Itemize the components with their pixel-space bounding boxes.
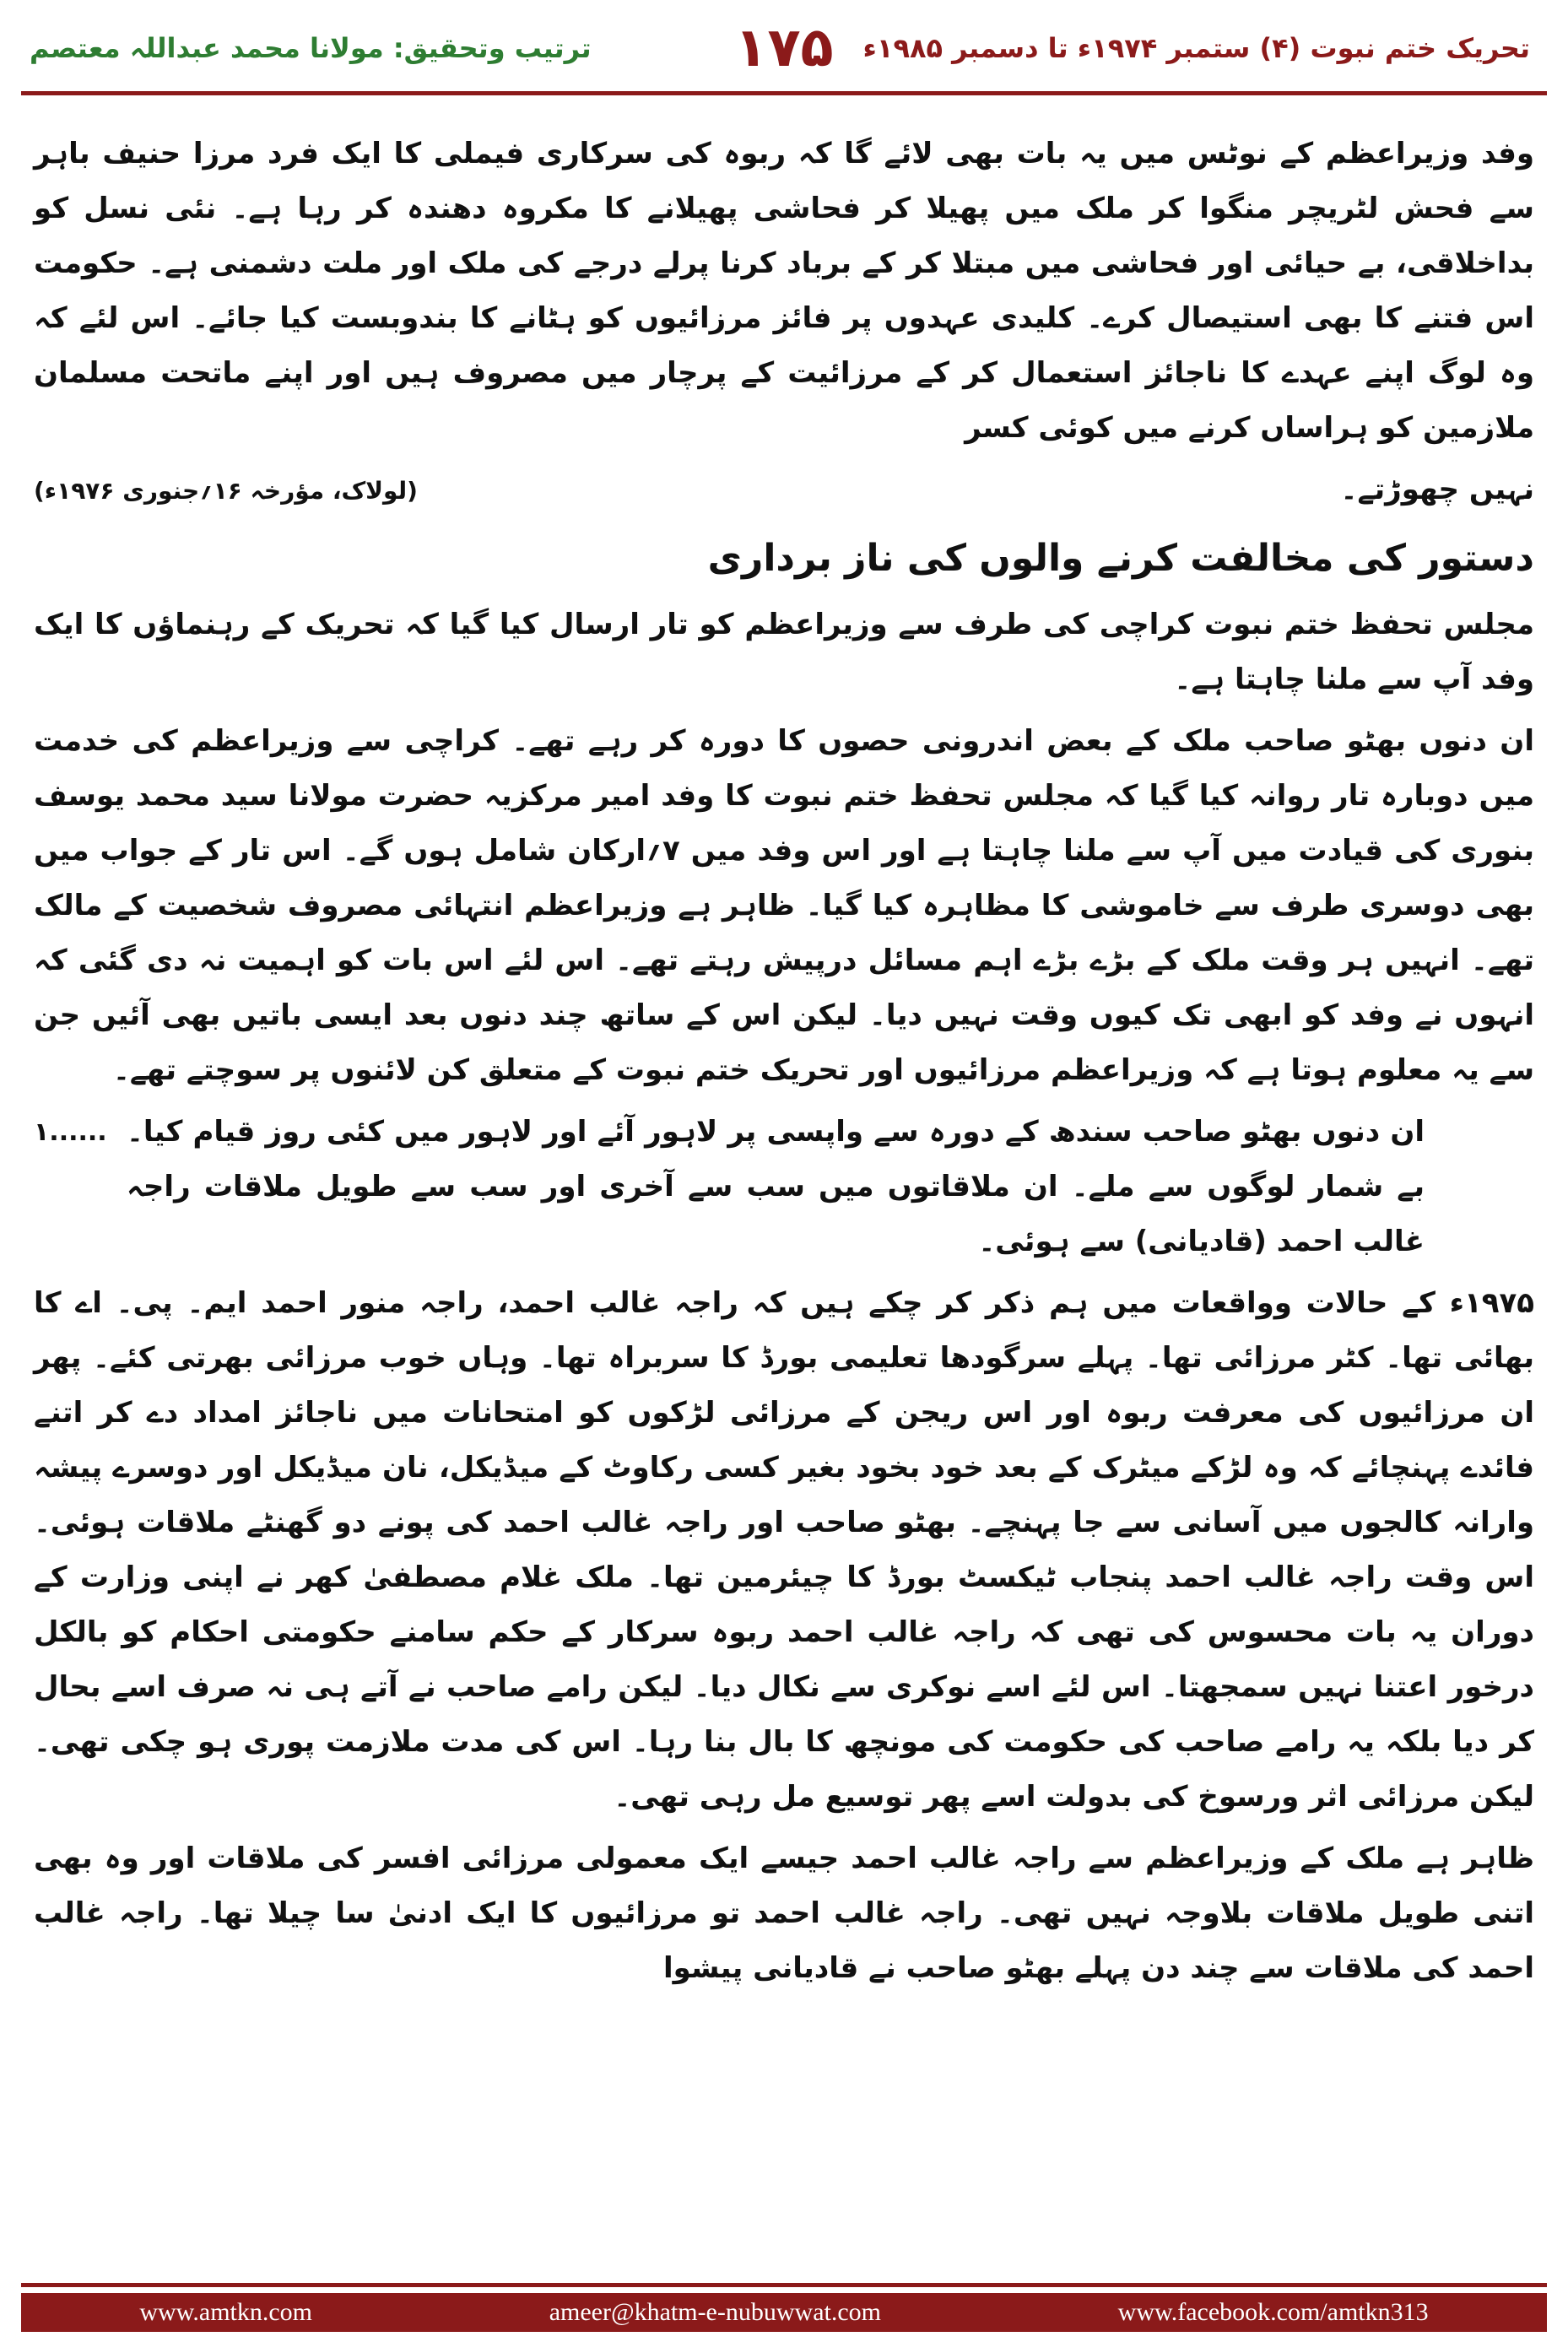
header-divider bbox=[21, 91, 1547, 95]
paragraph-bhutto-tour: ان دنوں بھٹو صاحب ملک کے بعض اندرونی حصوں کا دورہ کر رہے تھے۔ کراچی سے وزیراعظم کی خدمت میں دوبارہ تار روانہ کیا گیا کہ مجلس تحفظ ختم نبوت کا وفد امیر مرکزیہ حضرت مولانا سید محمد یوسف بنوری کی قیادت میں آپ سے ملنا چاہتا ہے اور اس وفد میں ۷؍ارکان شامل ہوں گے۔ اس تار کے جواب میں بھی دوسری طرف سے خاموشی کا مظاہرہ کیا گیا۔ ظاہر ہے وزیراعظم انتہائی مصروف شخصیت کے مالک تھے۔ انہیں ہر وقت ملک کے بڑے بڑے اہم مسائل درپیش رہتے تھے۔ اس لئے اس بات کو اہمیت نہ دی گئی کہ انہوں نے وفد کو ابھی تک کیوں وقت نہیں دیا۔ لیکن اس کے ساتھ چند دنوں بعد ایسی باتیں بھی آئیں جن سے یہ معلوم ہوتا ہے کہ وزیراعظم مرزائیوں اور تحریک ختم نبوت کے متعلق کن لائنوں پر سوچتے تھے۔ bbox=[34, 724, 1534, 1087]
page-footer bbox=[0, 2283, 1568, 2342]
numbered-item-marker: ۱...... bbox=[34, 1117, 107, 1147]
numbered-item bbox=[34, 1105, 1534, 1276]
page-header bbox=[0, 0, 1568, 101]
source-citation: (لولاک، مؤرخہ ۱۶؍جنوری ۱۹۷۶ء) bbox=[34, 477, 418, 505]
page-number: ۱۷۵ bbox=[734, 17, 834, 79]
paragraph-delegation-end bbox=[34, 462, 1534, 518]
book-title: تحریک ختم نبوت (۴) ستمبر ۱۹۷۴ء تا دسمبر ۱۹۸۵ء bbox=[862, 32, 1530, 64]
paragraph-delegation: وفد وزیراعظم کے نوٹس میں یہ بات بھی لائے گا کہ ربوہ کی سرکاری فیملی کا ایک فرد مرزا حنیف باہر سے فحش لٹریچر منگوا کر ملک میں پھیلا کر فحاشی پھیلانے کا مکروہ دھندہ کر رہا ہے۔ نئی نسل کو بداخلاقی، بے حیائی اور فحاشی میں مبتلا کر کے برباد کرنا پرلے درجے کی ملک اور ملت دشمنی ہے۔ حکومت اس فتنے کا بھی استیصال کرے۔ کلیدی عہدوں پر فائز مرزائیوں کو ہٹانے کا بندوبست کیا جائے۔ اس لئے کہ وہ لوگ اپنے عہدے کا ناجائز استعمال کر کے مرزائیت کے پرچار میں مصروف ہیں اور اپنے ماتحت مسلمان ملازمین کو ہراساں کرنے میں کوئی کسر bbox=[34, 137, 1534, 445]
compiler-credit: ترتیب وتحقیق: مولانا محمد عبداللہ معتصم bbox=[30, 32, 592, 64]
facebook-link[interactable]: www.facebook.com/amtkn313 bbox=[1117, 2298, 1429, 2326]
website-link[interactable]: www.amtkn.com bbox=[139, 2298, 313, 2326]
paragraph-raja-ghalib: ۱۹۷۵ء کے حالات وواقعات میں ہم ذکر کر چکے ہیں کہ راجہ غالب احمد، راجہ منور احمد ایم۔ پی۔ اے کا بھائی تھا۔ کٹر مرزائی تھا۔ پہلے سرگودھا تعلیمی بورڈ کا سربراہ تھا۔ وہاں خوب مرزائی بھرتی کئے۔ پھر ان مرزائیوں کی معرفت ربوہ اور اس ریجن کے مرزائی لڑکوں کو امتحانات میں ناجائز امداد دے کر اتنے فائدے پہنچائے کہ وہ لڑکے میٹرک کے بعد خود بخود بغیر کسی رکاوٹ کے میڈیکل، نان میڈیکل اور دوسرے پیشہ وارانہ کالجوں میں آسانی سے جا پہنچے۔ بھٹو صاحب اور راجہ غالب احمد کی پونے دو گھنٹے ملاقات ہوئی۔ اس وقت راجہ غالب احمد پنجاب ٹیکسٹ بورڈ کا چیئرمین تھا۔ ملک غلام مصطفیٰ کھر نے اپنی وزارت کے دوران یہ بات محسوس کی تھی کہ راجہ غالب احمد ربوہ سرکار کے حکم سامنے حکومتی احکام کو بالکل درخور اعتنا نہیں سمجھتا۔ اس لئے اسے نوکری سے نکال دیا۔ لیکن رامے صاحب نے آتے ہی نہ صرف اسے بحال کر دیا بلکہ یہ رامے صاحب کی حکومت کی مونچھ کا بال بنا رہا۔ اس کی مدت ملازمت پوری ہو چکی تھی۔ لیکن مرزائی اثر ورسوخ کی بدولت اسے پھر توسیع مل رہی تھی۔ bbox=[34, 1286, 1534, 1814]
paragraph-telegram: مجلس تحفظ ختم نبوت کراچی کی طرف سے وزیراعظم کو تار ارسال کیا گیا کہ تحریک کے رہنماؤں کا ایک وفد آپ سے ملنا چاہتا ہے۔ bbox=[34, 608, 1534, 696]
footer-bar bbox=[21, 2293, 1547, 2332]
email-link[interactable]: ameer@khatm-e-nubuwwat.com bbox=[549, 2298, 881, 2326]
paragraph-end-text: نہیں چھوڑتے۔ bbox=[1340, 473, 1534, 506]
section-heading: دستور کی مخالفت کرنے والوں کی ناز برداری bbox=[707, 537, 1534, 580]
numbered-item-text: ان دنوں بھٹو صاحب سندھ کے دورہ سے واپسی پر لاہور آئے اور لاہور میں کئی روز قیام کیا۔ بے شمار لوگوں سے ملے۔ ان ملاقاتوں میں سب سے آخری اور سب سے طویل ملاقات راجہ غالب احمد (قادیانی) سے ہوئی۔ bbox=[127, 1115, 1425, 1258]
paragraph-meeting: ظاہر ہے ملک کے وزیراعظم سے راجہ غالب احمد جیسے ایک معمولی مرزائی افسر کی ملاقات اور وہ بھی اتنی طویل ملاقات بلاوجہ نہیں تھی۔ راجہ غالب احمد تو مرزائیوں کا ایک ادنیٰ سا چیلا تھا۔ راجہ غالب احمد کی ملاقات سے چند دن پہلے بھٹو صاحب نے قادیانی پیشوا bbox=[34, 1842, 1534, 1985]
page-body bbox=[34, 127, 1534, 2287]
footer-divider bbox=[21, 2283, 1547, 2287]
